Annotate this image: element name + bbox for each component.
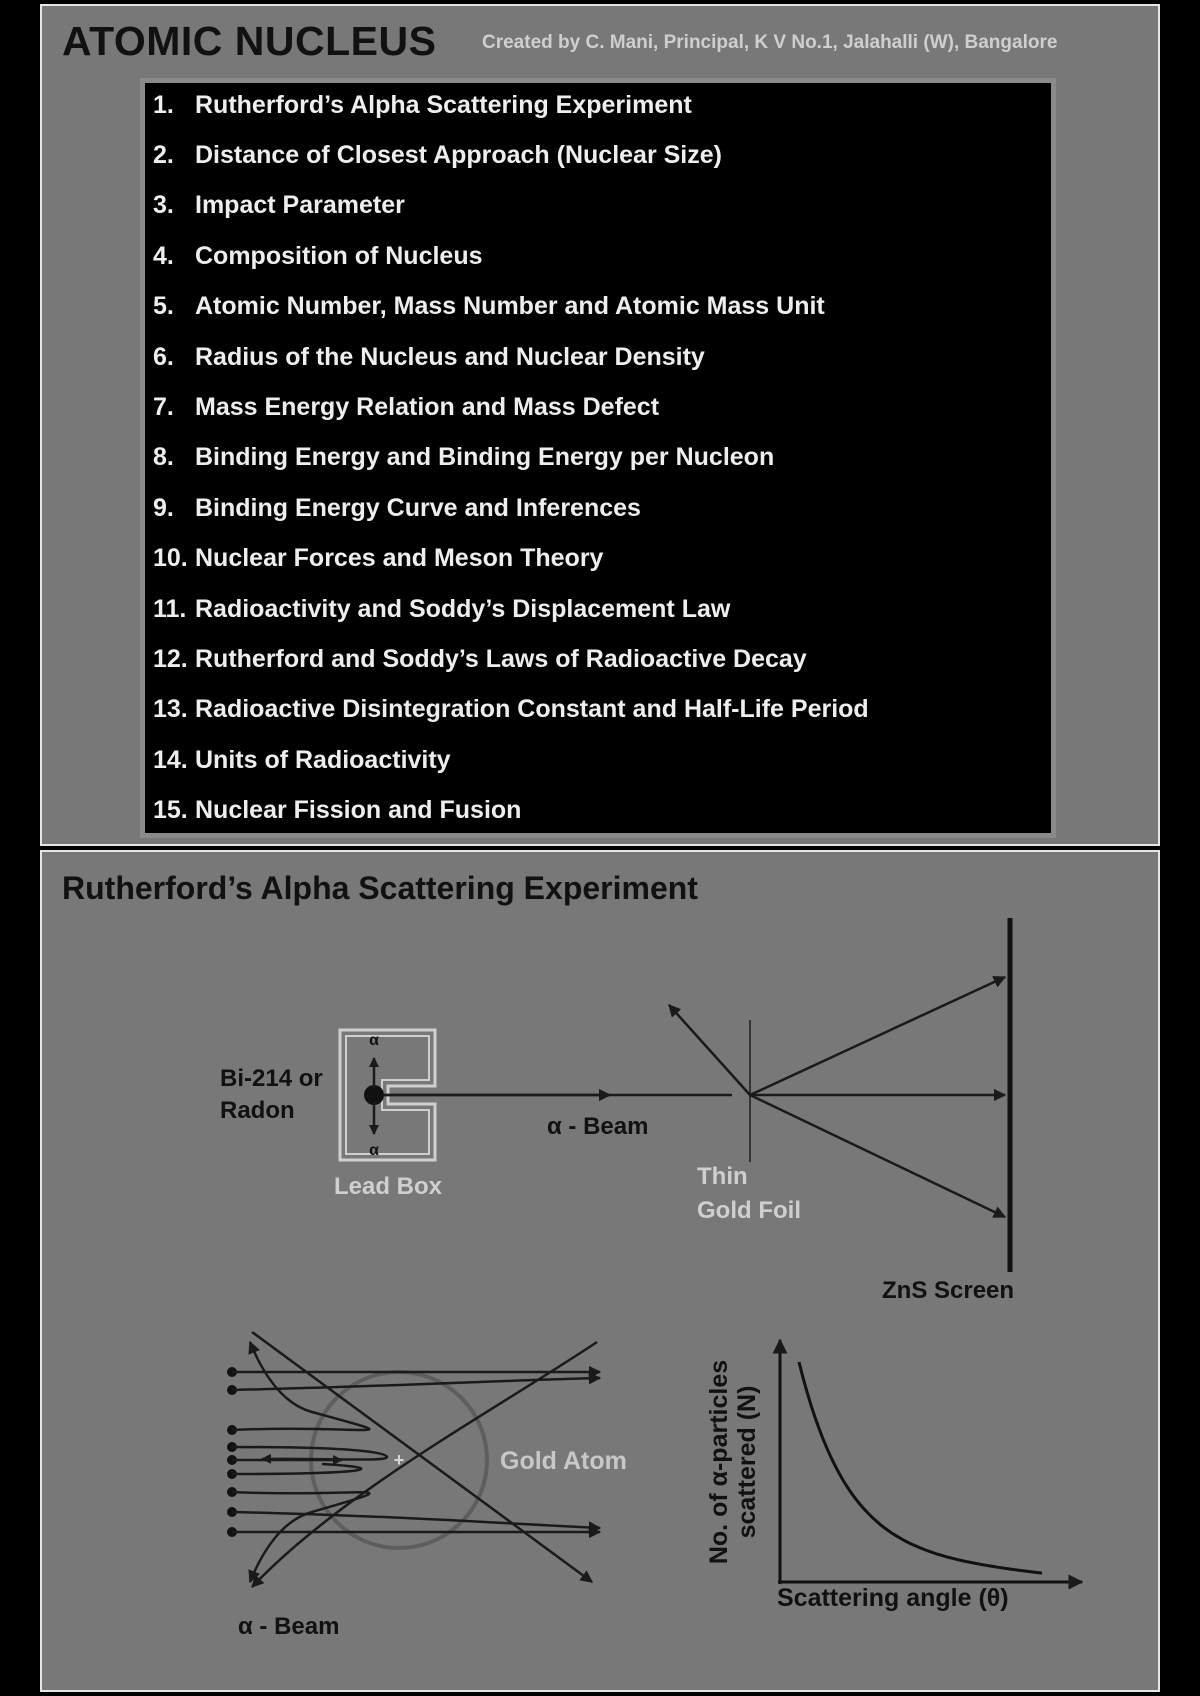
contents-item-number: 15. [153, 796, 188, 825]
contents-item-number: 4. [153, 241, 174, 270]
contents-item-text: Rutherford and Soddy’s Laws of Radioactive Decay [195, 644, 807, 673]
contents-list [140, 78, 1056, 838]
slide-contents [40, 4, 1160, 846]
contents-item-number: 2. [153, 140, 174, 169]
contents-item-text: Radius of the Nucleus and Nuclear Density [195, 342, 705, 371]
page-title: ATOMIC NUCLEUS [62, 18, 437, 64]
contents-item-text: Rutherford’s Alpha Scattering Experiment [195, 90, 692, 119]
contents-item [153, 639, 807, 679]
screen-label: ZnS Screen [882, 1277, 1015, 1304]
contents-item-text: Mass Energy Relation and Mass Defect [195, 392, 660, 421]
source-label-1: Bi-214 or [220, 1065, 323, 1092]
contents-item [153, 135, 722, 175]
contents-item-number: 8. [153, 443, 174, 472]
experiment-diagram [42, 852, 1158, 1690]
contents-item [153, 85, 692, 125]
contents-item-text: Radioactivity and Soddy’s Displacement Law [195, 594, 731, 623]
contents-item-number: 11. [153, 594, 187, 623]
ray-back [669, 1005, 750, 1095]
credit-line: Created by C. Mani, Principal, K V No.1, Jalahalli (W), Bangalore [482, 32, 1058, 53]
contents-item-text: Binding Energy Curve and Inferences [195, 493, 641, 522]
source-label-2: Radon [220, 1097, 295, 1124]
graph-ylabel-1: No. of α-particles [705, 1359, 733, 1565]
beam-label: α - Beam [547, 1113, 649, 1140]
contents-item [153, 539, 603, 579]
alpha-bottom-label: α [369, 1142, 379, 1159]
alpha-top-label: α [369, 1032, 379, 1049]
contents-item-text: Nuclear Fission and Fusion [195, 796, 522, 825]
nucleus-plus: + [393, 1450, 405, 1470]
ray-up [750, 977, 1005, 1095]
contents-item [153, 337, 705, 377]
contents-item-number: 10. [153, 544, 188, 573]
contents-item [153, 438, 774, 478]
contents-item-number: 3. [153, 191, 174, 220]
gold-atom-label: Gold Atom [500, 1447, 627, 1475]
scattering-curve [799, 1362, 1042, 1573]
contents-item [153, 236, 483, 276]
contents-item-number: 9. [153, 493, 174, 522]
contents-item-text: Impact Parameter [195, 191, 405, 220]
contents-item [153, 186, 405, 226]
contents-item [153, 589, 730, 629]
contents-item [153, 791, 521, 831]
contents-item-number: 12. [153, 644, 188, 673]
contents-item [153, 287, 825, 327]
graph-ylabel-2: scattered (N) [733, 1385, 761, 1539]
contents-item-text: Atomic Number, Mass Number and Atomic Mass Unit [195, 292, 825, 321]
contents-item [153, 387, 659, 427]
contents-item [153, 690, 869, 730]
contents-item-text: Units of Radioactivity [195, 745, 451, 774]
section-title: Rutherford’s Alpha Scattering Experiment [62, 870, 698, 906]
contents-item-text: Nuclear Forces and Meson Theory [195, 544, 604, 573]
graph-xlabel: Scattering angle (θ) [777, 1584, 1009, 1612]
contents-item-text: Binding Energy and Binding Energy per Nucleon [195, 443, 775, 472]
atom-beam-label: α - Beam [238, 1613, 340, 1640]
contents-item-number: 5. [153, 292, 174, 321]
lead-box-label: Lead Box [334, 1173, 443, 1200]
contents-item-text: Radioactive Disintegration Constant and Half-Life Period [195, 695, 869, 724]
contents-item-number: 13. [153, 695, 188, 724]
contents-item [153, 740, 451, 780]
contents-item-text: Distance of Closest Approach (Nuclear Size) [195, 140, 722, 169]
foil-label-2: Gold Foil [697, 1197, 801, 1224]
contents-item-text: Composition of Nucleus [195, 241, 483, 270]
contents-item-number: 14. [153, 745, 188, 774]
contents-item [153, 488, 641, 528]
foil-label-1: Thin [697, 1163, 748, 1190]
contents-item-number: 1. [153, 90, 174, 119]
contents-item-number: 6. [153, 342, 174, 371]
slide-rutherford [40, 850, 1160, 1692]
contents-item-number: 7. [153, 392, 174, 421]
